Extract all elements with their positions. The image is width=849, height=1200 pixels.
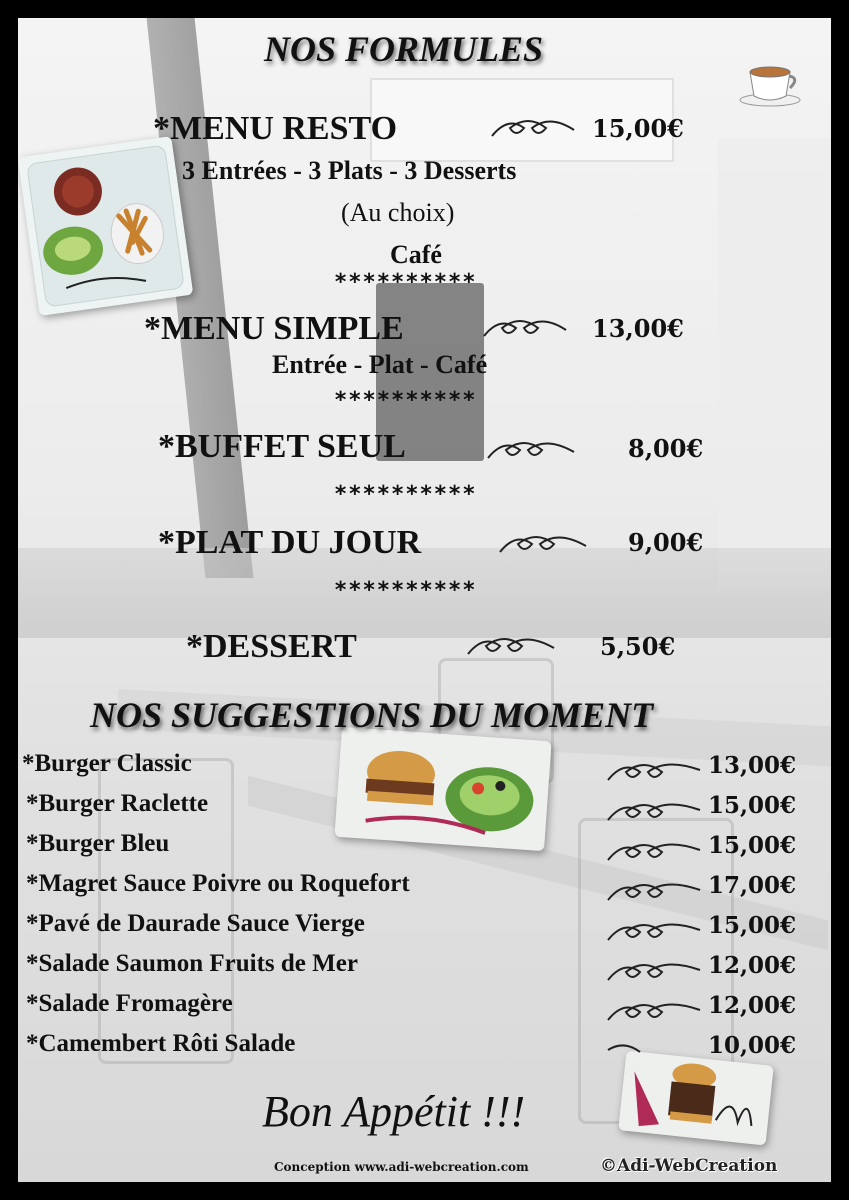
suggestions-title: NOS SUGGESTIONS DU MOMENT <box>90 695 654 735</box>
suggestion-item-price: 17,00€ <box>708 872 797 899</box>
menu-resto-name: *MENU RESTO <box>153 110 398 147</box>
suggestion-item-price: 13,00€ <box>708 752 797 779</box>
suggestion-item-price: 12,00€ <box>708 952 797 979</box>
dessert-name: *DESSERT <box>186 628 357 665</box>
suggestion-item-name: *Camembert Rôti Salade <box>26 1030 296 1057</box>
suggestion-item-price: 12,00€ <box>708 992 797 1019</box>
swirl-ornament-icon <box>488 114 578 142</box>
coffee-cup-icon <box>732 58 802 108</box>
buffet-name: *BUFFET SEUL <box>158 428 406 465</box>
plat-du-jour-price: 9,00€ <box>628 528 704 557</box>
suggestion-item-name: *Burger Bleu <box>26 830 170 857</box>
suggestion-item-name: *Burger Raclette <box>26 790 209 817</box>
swirl-ornament-icon <box>464 632 559 660</box>
suggestion-item-name: *Salade Saumon Fruits de Mer <box>26 950 358 977</box>
suggestion-item-name: *Pavé de Daurade Sauce Vierge <box>26 910 365 937</box>
swirl-ornament-icon <box>480 314 570 342</box>
tartare-photo <box>18 136 193 316</box>
menu-resto-line1: 3 Entrées - 3 Plats - 3 Desserts <box>182 156 517 185</box>
menu-resto-line2: (Au choix) <box>341 198 455 227</box>
menu-resto-price: 15,00€ <box>592 114 684 143</box>
swirl-ornament-icon <box>496 530 591 558</box>
suggestion-item-price: 15,00€ <box>708 832 797 859</box>
menu-simple-line1: Entrée - Plat - Café <box>272 350 488 379</box>
suggestion-item-name: *Magret Sauce Poivre ou Roquefort <box>26 870 410 897</box>
designer-credit: Conception www.adi-webcreation.com <box>274 1160 529 1174</box>
suggestion-item-price: 10,00€ <box>708 1032 797 1059</box>
separator-stars: ********** <box>334 388 477 413</box>
suggestion-item-name: *Salade Fromagère <box>26 990 233 1017</box>
menu-simple-price: 13,00€ <box>592 314 684 343</box>
separator-stars: ********** <box>334 578 477 603</box>
plat-du-jour-name: *PLAT DU JOUR <box>158 524 422 561</box>
suggestion-item-name: *Burger Classic <box>22 750 192 777</box>
separator-stars: ********** <box>334 270 477 295</box>
bon-appetit-closing: Bon Appétit !!! <box>262 1087 526 1136</box>
suggestion-item-price: 15,00€ <box>708 792 797 819</box>
swirl-ornament-icon <box>604 758 704 1058</box>
copyright-watermark: ©Adi-WebCreation <box>600 1156 778 1176</box>
formules-title: NOS FORMULES <box>264 29 544 69</box>
background-wall <box>718 138 831 588</box>
burger-photo <box>334 727 551 851</box>
buffet-price: 8,00€ <box>628 434 704 463</box>
menu-simple-name: *MENU SIMPLE <box>144 310 404 347</box>
swirl-ornament-icon <box>484 436 579 464</box>
dessert-price: 5,50€ <box>600 632 676 661</box>
menu-poster <box>18 18 831 1182</box>
separator-stars: ********** <box>334 482 477 507</box>
menu-resto-line3: Café <box>390 240 442 269</box>
burger-photo-small <box>618 1050 774 1145</box>
suggestion-item-price: 15,00€ <box>708 912 797 939</box>
